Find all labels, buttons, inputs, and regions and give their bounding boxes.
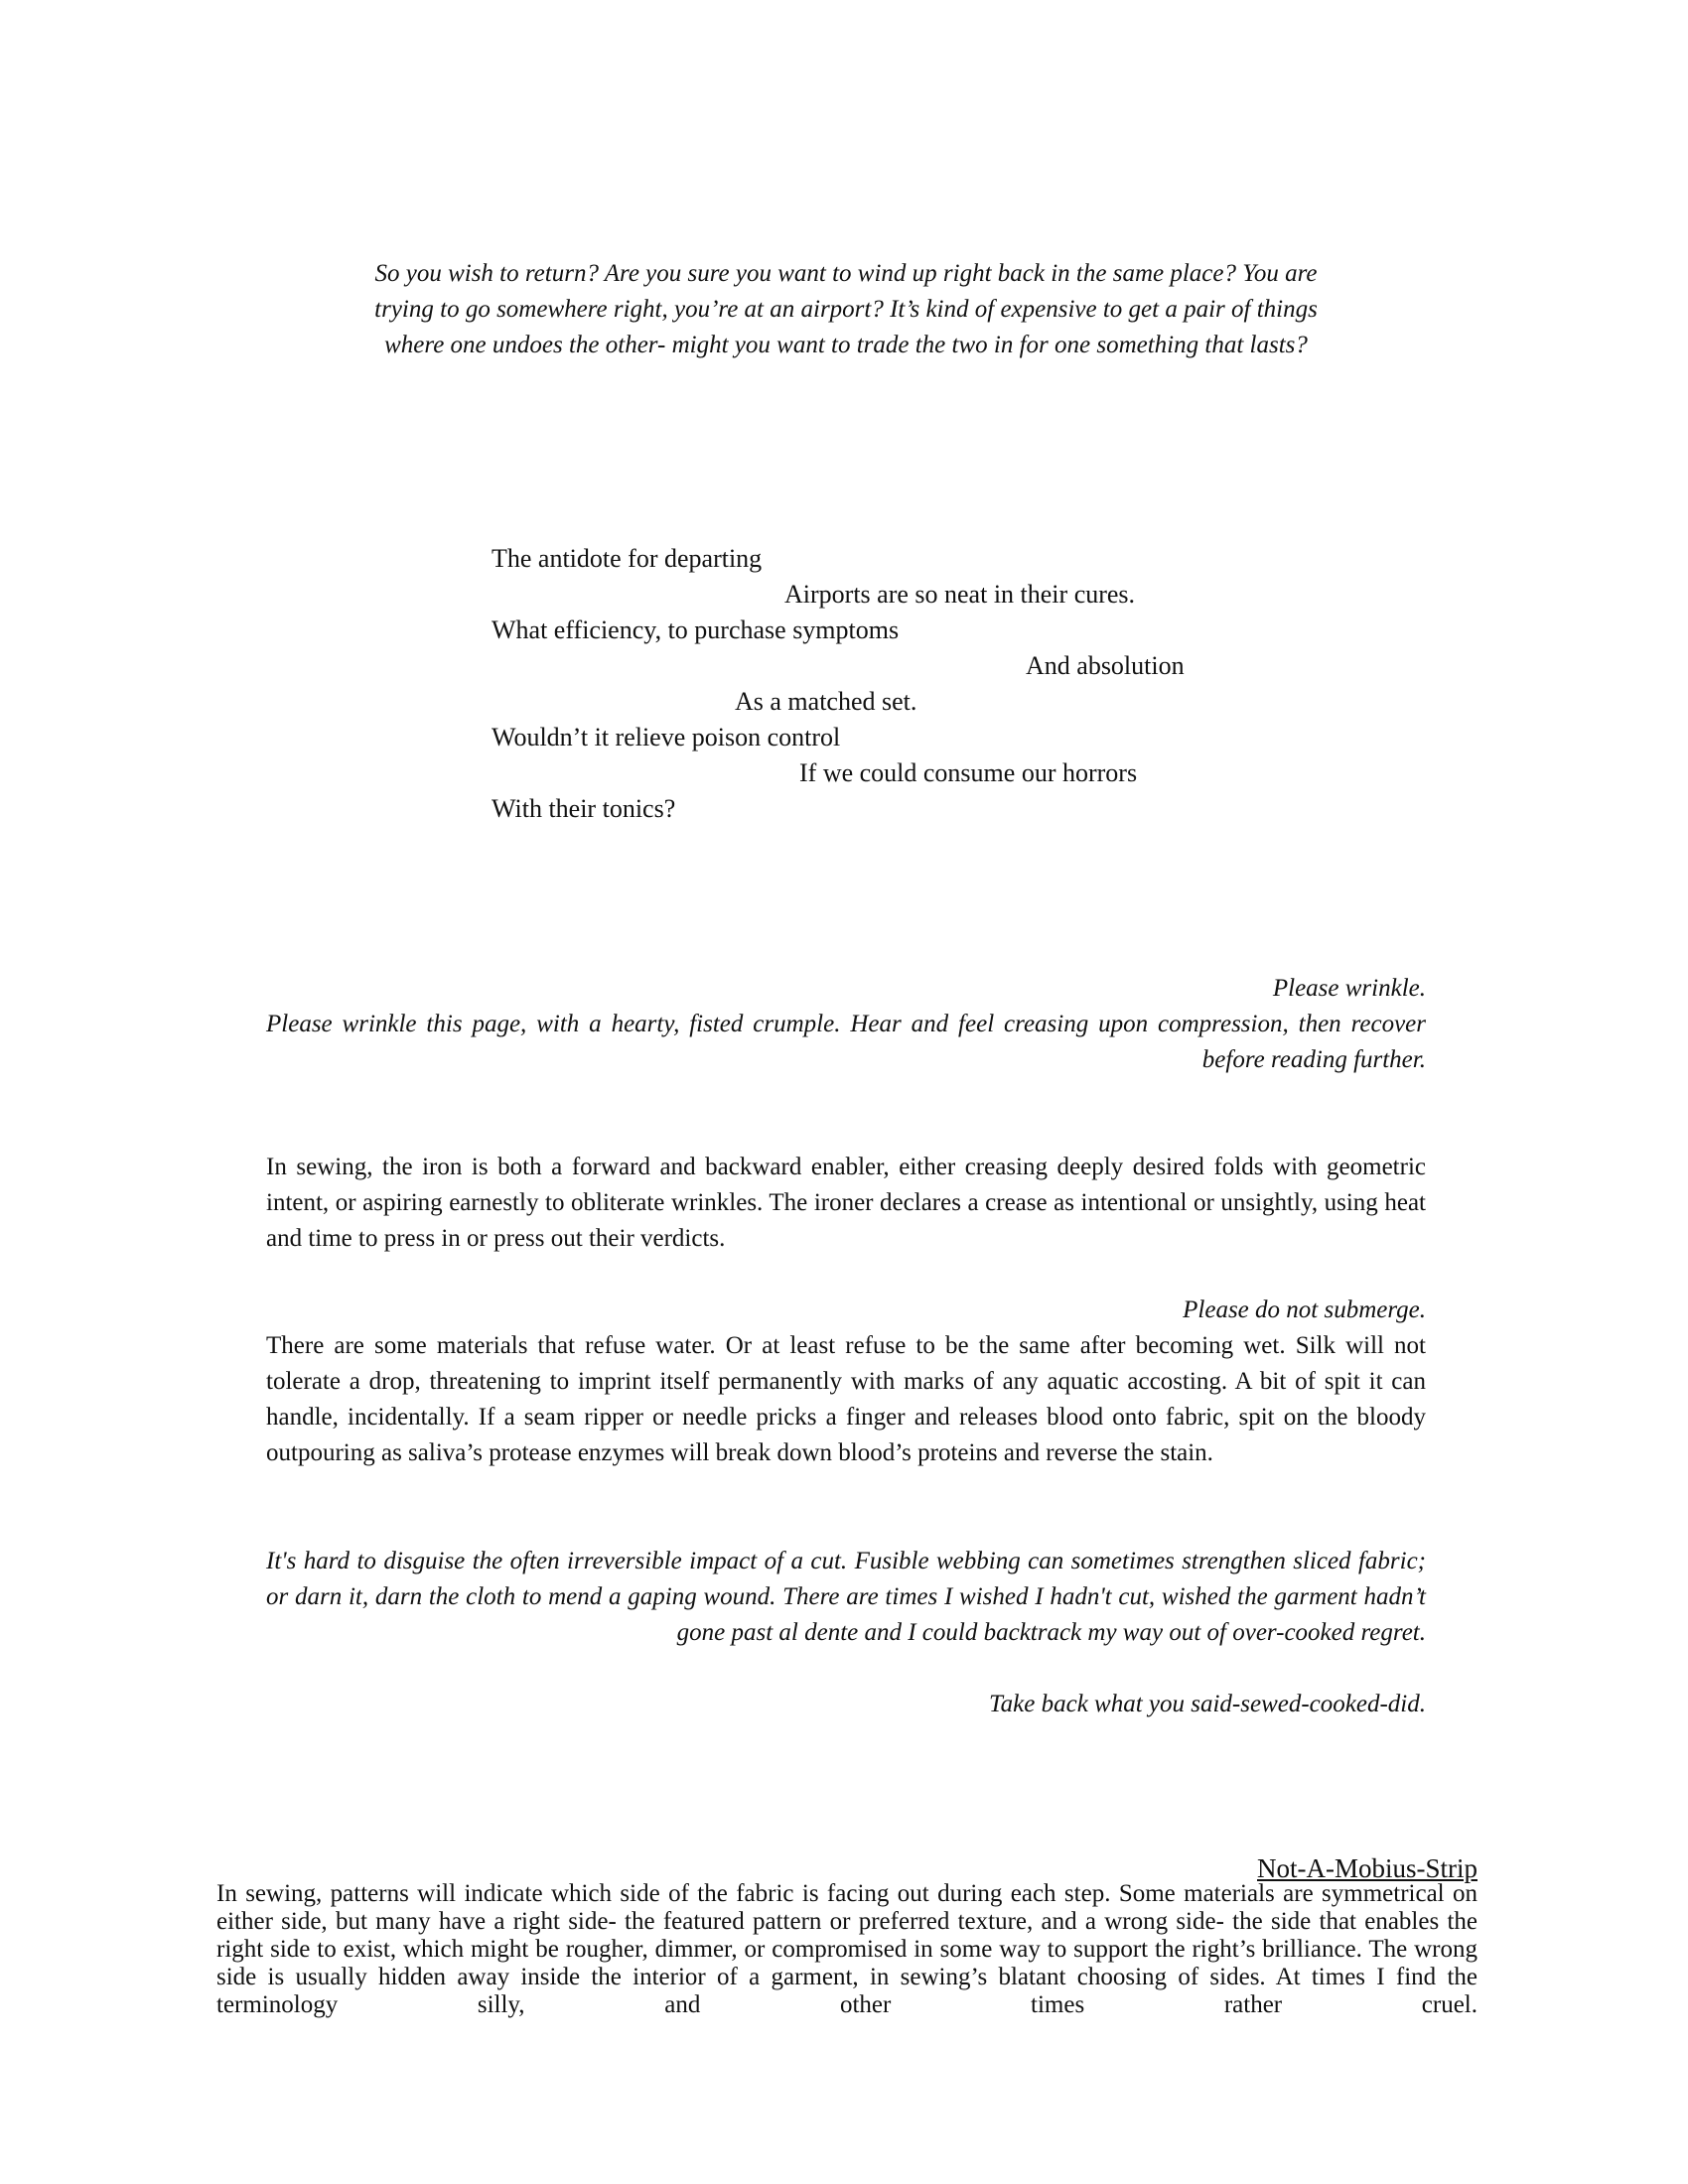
intro-line: trying to go somewhere right, you’re at an airport? It’s kind of expensive to get a pair of things xyxy=(374,296,1318,323)
poem-line: And absolution xyxy=(1026,651,1185,680)
poem-line: Wouldn’t it relieve poison control xyxy=(492,723,841,751)
cut-closing-line: Take back what you said-sewed-cooked-did. xyxy=(989,1691,1426,1717)
poem-line: If we could consume our horrors xyxy=(799,758,1138,787)
intro-line: So you wish to return? Are you sure you want to wind up right back in the same place? You are xyxy=(374,260,1318,287)
submerge-heading: Please do not submerge. xyxy=(1183,1297,1426,1323)
poem-line: The antidote for departing xyxy=(492,544,763,573)
poem-line: Airports are so neat in their cures. xyxy=(784,580,1136,609)
cut-paragraph: It's hard to disguise the often irreversible impact of a cut. Fusible webbing can sometimes strengthen sliced fabric; or darn it, darn the cloth to mend a gaping wound. There are times I wished I hadn't cut, wished the garment hadn’t gone past al dente and I could backtrack my way out of over-cooked regret. xyxy=(266,1548,1426,1646)
poem-line: What efficiency, to purchase symptoms xyxy=(492,615,900,644)
wrinkle-paragraph: Please wrinkle this page, with a hearty, fisted crumple. Hear and feel creasing upon compression, then recover before reading further. xyxy=(266,1011,1426,1073)
poem-line: With their tonics? xyxy=(492,794,676,823)
intro-paragraph xyxy=(266,256,1426,363)
wrinkle-heading: Please wrinkle. xyxy=(1272,975,1426,1002)
poem-line: As a matched set. xyxy=(735,687,917,716)
mobius-section-title: Not-A-Mobius-Strip xyxy=(1257,1853,1477,1883)
iron-paragraph: In sewing, the iron is both a forward and backward enabler, either creasing deeply desired folds with geometric intent, or aspiring earnestly to obliterate wrinkles. The ironer declares a crease as intentional or unsightly, using heat and time to press in or press out their verdicts. xyxy=(266,1154,1426,1252)
submerge-paragraph: There are some materials that refuse water. Or at least refuse to be the same after becoming wet. Silk will not tolerate a drop, threatening to imprint itself permanently with marks of any aquatic accosting. A bit of spit it can handle, incidentally. If a seam ripper or needle pricks a finger and releases blood onto fabric, spit on the bloody outpouring as saliva’s protease enzymes will break down blood’s proteins and reverse the stain. xyxy=(266,1332,1426,1466)
mobius-paragraph: In sewing, patterns will indicate which side of the fabric is facing out during each step. Some materials are symmetrical on either side, but many have a right side- the featured pattern or preferred texture, and a wrong side- the side that enables the right side to exist, which might be rougher, dimmer, or compromised in some way to support the right’s brilliance. The wrong side is usually hidden away inside the interior of a garment, in sewing’s blatant choosing of sides. At times I find the terminology silly, and other times rather cruel. xyxy=(216,1880,1477,2018)
intro-line: where one undoes the other- might you want to trade the two in for one something that lasts? xyxy=(384,332,1308,358)
